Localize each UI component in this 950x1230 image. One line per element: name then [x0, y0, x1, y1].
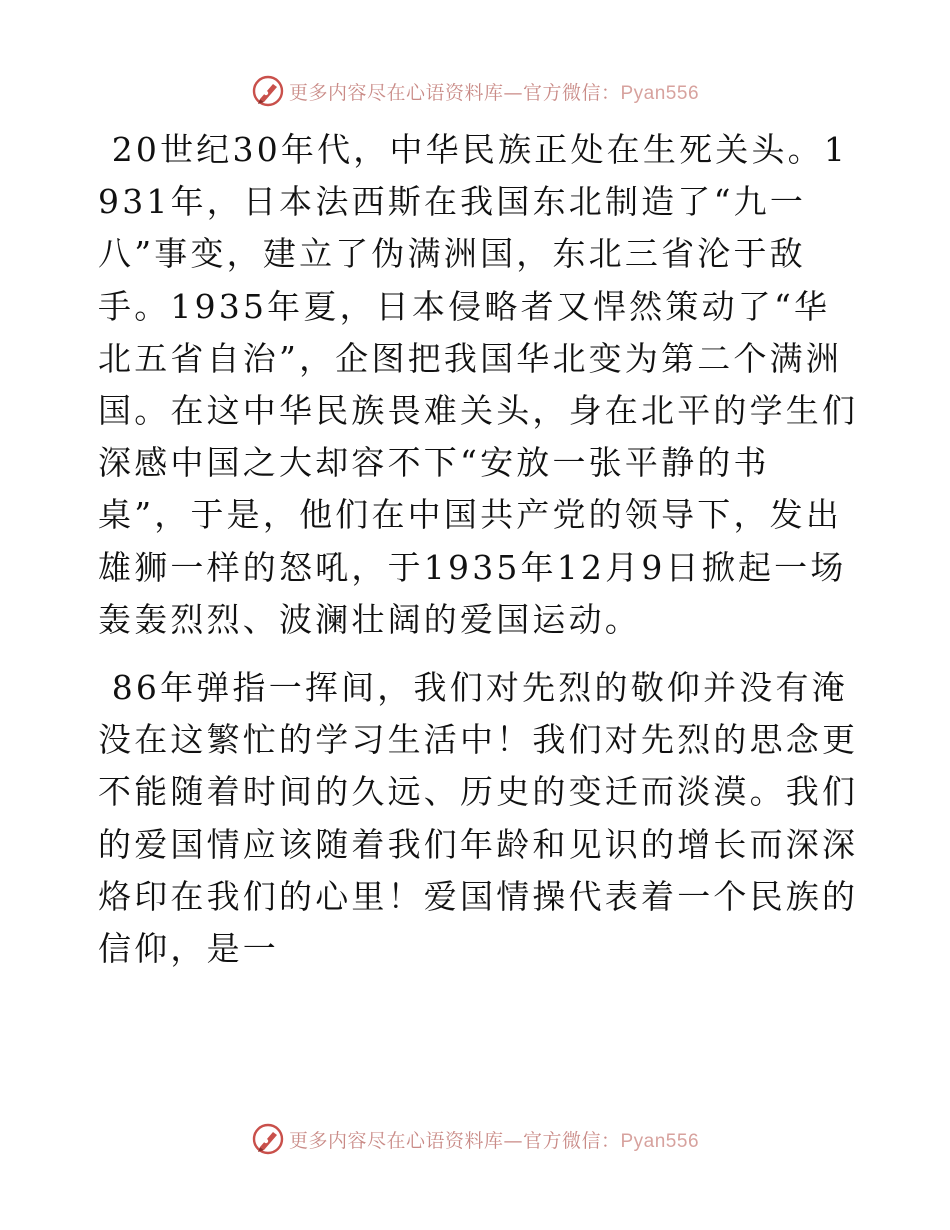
watermark-handle: Pyan556	[620, 82, 700, 104]
paragraph-2: 86年弹指一挥间，我们对先烈的敬仰并没有淹没在这繁忙的学习生活中！我们对先烈的思念更不能随着时间的久远、历史的变迁而淡漠。我们的爱国情应该随着我们年龄和见识的增长而深深烙印在我们的心里！爱国情操代表着一个民族的信仰，是一	[98, 668, 859, 969]
watermark-text: 更多内容尽在心语资料库—官方微信：Pyan556	[288, 1129, 700, 1152]
header-watermark	[0, 74, 950, 108]
watermark-handle: Pyan556	[620, 1130, 700, 1152]
paragraph-1: 20世纪30年代，中华民族正处在生死关头。1931年，日本法西斯在我国东北制造了“九一八”事变，建立了伪满洲国，东北三省沦于敌手。1935年夏，日本侵略者又悍然策动了“华北五省自治”，企图把我国华北变为第二个满洲国。在这中华民族畏难关头，身在北平的学生们深感中国之大却容不下“安放一张平静的书桌”，于是，他们在中国共产党的领导下，发出雄狮一样的怒吼，于1935年12月9日掀起一场轰轰烈烈、波澜壮阔的爱国运动。	[98, 130, 859, 639]
pen-logo-icon	[251, 1122, 285, 1156]
watermark-text: 更多内容尽在心语资料库—官方微信：Pyan556	[288, 81, 700, 104]
document-body	[98, 124, 860, 975]
pen-logo-icon	[251, 74, 285, 108]
footer-watermark	[0, 1122, 950, 1156]
